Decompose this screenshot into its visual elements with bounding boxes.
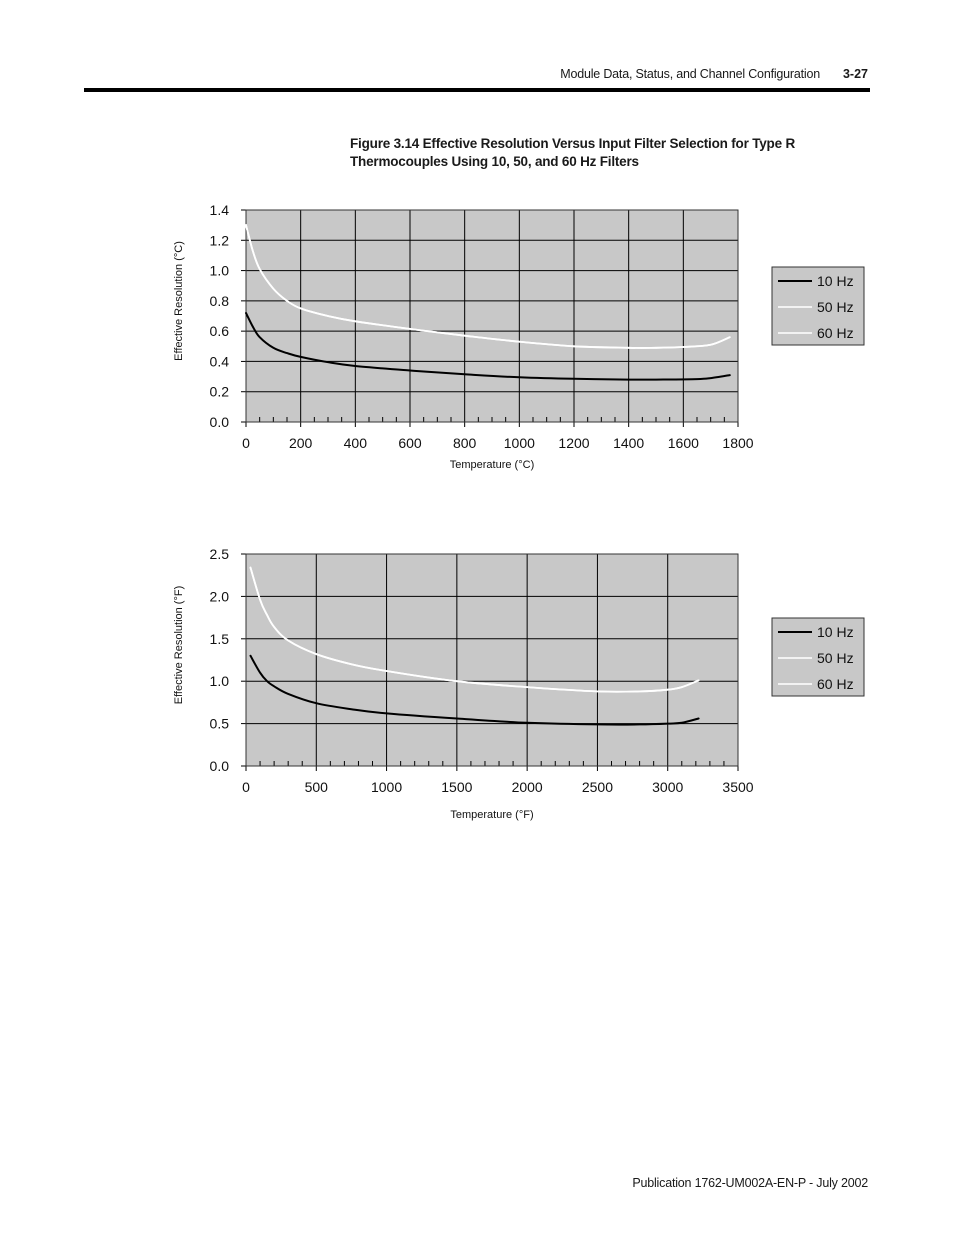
x-axis-title: Temperature (°F) — [450, 809, 534, 821]
y-axis-title: Effective Resolution (°F) — [173, 585, 185, 705]
y-tick-label: 2.0 — [209, 588, 229, 605]
chart-celsius — [0, 190, 954, 490]
figure-caption-line-2: Thermocouples Using 10, 50, and 60 Hz Filters — [350, 154, 639, 169]
plot-area — [246, 210, 738, 422]
footer-publication: Publication 1762-UM002A-EN-P - July 2002 — [632, 1176, 868, 1190]
header-rule — [84, 88, 870, 92]
x-tick-label: 1000 — [370, 779, 403, 795]
y-axis-title: Effective Resolution (°C) — [173, 241, 185, 361]
chart-fahrenheit — [0, 535, 954, 835]
page-number: 3-27 — [842, 67, 868, 81]
x-tick-label: 600 — [398, 435, 422, 451]
y-tick-label: 0.6 — [209, 323, 229, 340]
x-tick-label: 3000 — [652, 779, 684, 795]
legend-label: 10 Hz — [817, 624, 854, 640]
x-tick-label: 500 — [304, 779, 328, 795]
y-tick-label: 0.0 — [209, 414, 229, 430]
y-tick-label: 0.0 — [209, 758, 229, 774]
x-tick-label: 3500 — [722, 779, 754, 795]
x-tick-label: 200 — [288, 435, 313, 451]
y-tick-label: 2.5 — [209, 546, 229, 562]
y-tick-label: 1.0 — [209, 262, 229, 279]
x-tick-label: 800 — [452, 435, 477, 451]
y-tick-label: 1.5 — [209, 630, 229, 647]
x-tick-label: 2000 — [511, 779, 543, 795]
x-tick-label: 0 — [242, 779, 250, 795]
y-tick-label: 0.8 — [209, 292, 229, 309]
running-header-title: Module Data, Status, and Channel Configuration — [560, 67, 820, 81]
legend-label: 60 Hz — [817, 325, 854, 341]
y-tick-label: 0.5 — [209, 715, 229, 732]
y-tick-label: 1.2 — [209, 232, 229, 249]
x-tick-label: 1500 — [441, 779, 473, 795]
legend-label: 60 Hz — [817, 676, 854, 692]
x-axis-title: Temperature (°C) — [449, 459, 535, 471]
plot-area — [246, 554, 738, 766]
figure-caption-line-1: Figure 3.14 Effective Resolution Versus Input Filter Selection for Type R — [350, 136, 796, 151]
x-tick-label: 400 — [343, 435, 368, 451]
legend-label: 10 Hz — [817, 273, 854, 289]
x-tick-label: 1400 — [613, 435, 645, 451]
legend-label: 50 Hz — [817, 299, 854, 315]
y-tick-label: 0.4 — [209, 353, 229, 370]
x-tick-label: 1200 — [558, 435, 590, 451]
y-tick-label: 1.4 — [209, 202, 229, 218]
y-tick-label: 0.2 — [209, 383, 229, 400]
x-tick-label: 1600 — [667, 435, 699, 451]
x-tick-label: 1000 — [503, 435, 535, 451]
x-tick-label: 0 — [242, 435, 250, 451]
legend-label: 50 Hz — [817, 650, 854, 666]
figure-caption — [350, 135, 820, 171]
x-tick-label: 2500 — [581, 779, 614, 795]
y-tick-label: 1.0 — [209, 673, 229, 690]
x-tick-label: 1800 — [722, 435, 754, 451]
